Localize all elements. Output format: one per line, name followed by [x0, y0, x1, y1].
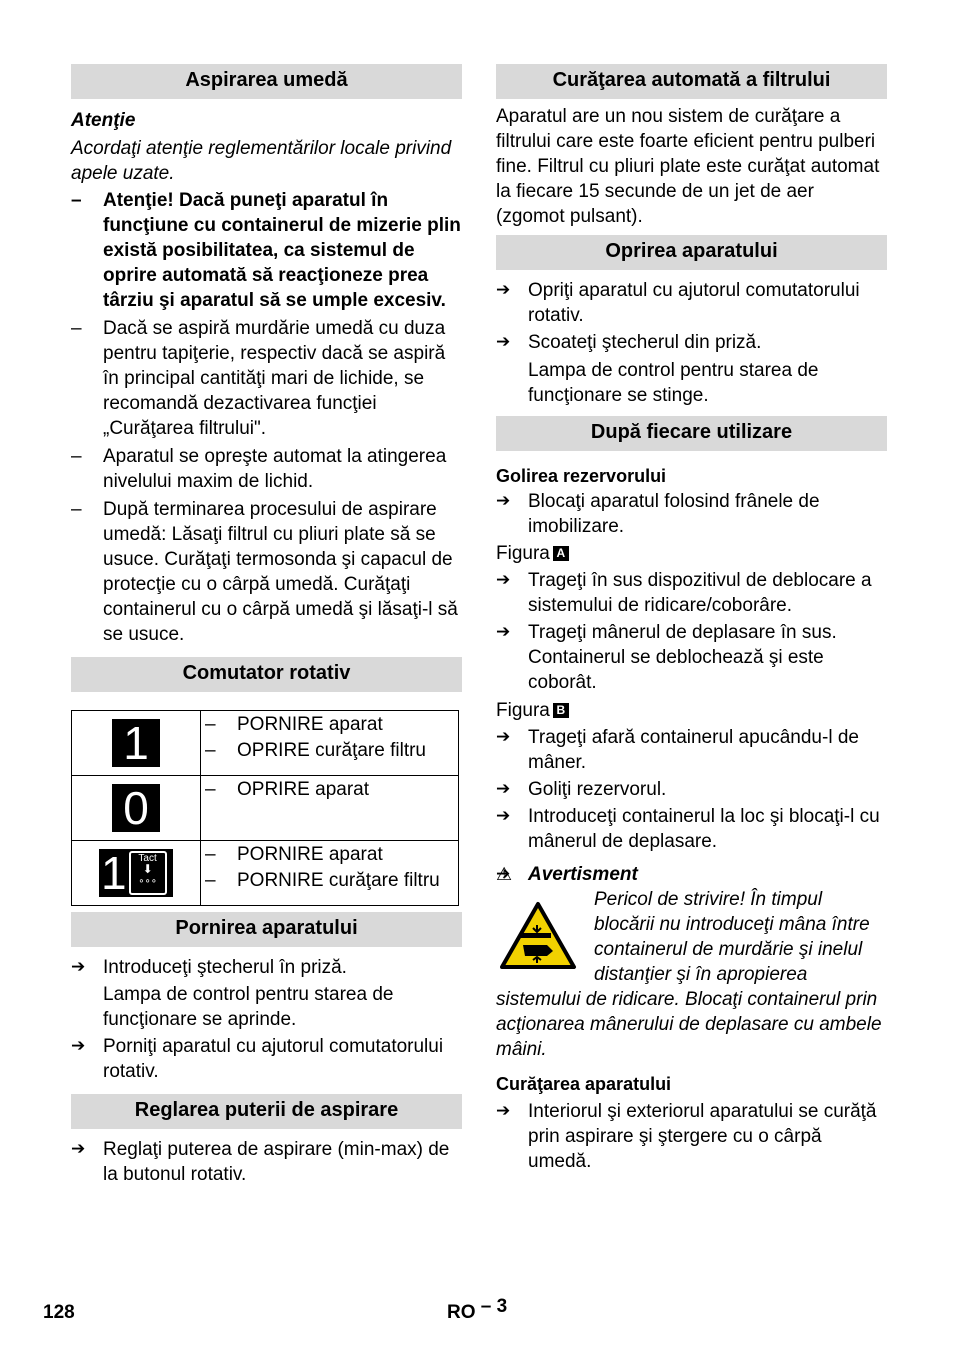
step-item: ➔ Trageţi în sus dispozitivul de deblocare a sistemului de ridicare/coborâre.	[496, 568, 887, 618]
section-heading-after-each-use: După fiecare utilizare	[496, 416, 887, 451]
description-cell	[201, 841, 459, 906]
list-item: – PORNIRE aparat	[205, 712, 458, 738]
tact-label: Tact	[138, 853, 157, 864]
page-number: 128	[43, 1302, 75, 1323]
step-note: Containerul se deblochează şi este coborât.	[528, 647, 824, 693]
switch-off-icon: 0	[112, 784, 160, 832]
switch-tact-number: 1	[101, 847, 127, 899]
list-item: – Atenţie! Dacă puneţi aparatul în funcţiune cu containerul de mizerie plin există posibilitatea, ca sistemul de oprire automată să reacţioneze prea târziu şi aparatul să se umple excesiv.	[71, 188, 462, 313]
warning-label: Avertisment	[528, 864, 638, 885]
switch-on-icon: 1	[112, 719, 160, 767]
warning-text: Pericol de strivire! În timpul blocării nu introduceţi mâna între containerul de murdărie şi inelul distanţier şi în apropierea sistemului de ridicare. Blocaţi containerul prin acţionarea mânerului de deplasare cu ambele mâini.	[496, 889, 882, 1060]
step-item: ➔ Introduceţi ştecherul în priză.	[71, 955, 462, 980]
list-item: – OPRIRE curăţare filtru	[205, 738, 458, 764]
step-item: ➔ Reglaţi puterea de aspirare (min-max) de la butonul rotativ.	[71, 1137, 462, 1187]
table-row	[72, 711, 459, 776]
list-item: – După terminarea procesului de aspirare umedă: Lăsaţi filtrul cu pliuri plate să se usuce. Curăţaţi termosonda şi capacul de protecţie cu o cârpă umedă. Curăţaţi containerul cu o cârpă umedă şi lăsaţi-l să se usuce.	[71, 497, 462, 647]
figure-a-icon: A	[553, 546, 569, 561]
description-cell	[201, 711, 459, 776]
subheading-clean-appliance: Curăţarea aparatului	[496, 1074, 672, 1094]
figure-reference	[496, 698, 887, 723]
figure-label: Figura	[496, 700, 550, 721]
left-column	[71, 64, 462, 1187]
step-item: ➔ Interiorul şi exteriorul aparatului se curăţă prin aspirare şi ştergere cu o cârpă umedă.	[496, 1099, 887, 1174]
right-column	[496, 64, 887, 1174]
step-item: ➔ Opriţi aparatul cu ajutorul comutatorului rotativ.	[496, 278, 887, 328]
step-item: ➔ Goliţi rezervorul.	[496, 777, 887, 802]
figure-b-icon: B	[553, 703, 569, 718]
list-item: – Dacă se aspiră murdărie umedă cu duza pentru tapiţerie, respectiv dacă se aspiră în principal cantităţi mari de lichide, se recomandă dezactivarea funcţiei „Curăţarea filtrului".	[71, 316, 462, 441]
tact-box	[129, 851, 167, 895]
step-item: ➔ Scoateţi ştecherul din priză.	[496, 330, 887, 355]
warning-heading	[496, 862, 887, 887]
figure-reference	[496, 541, 887, 566]
crush-hazard-icon	[499, 901, 577, 971]
warning-triangle-icon: ➔ ⚠	[496, 864, 513, 885]
section-page-number: 3	[496, 1296, 508, 1317]
step-item: ➔ Blocaţi aparatul folosind frânele de imobilizare.	[496, 489, 887, 539]
section-heading-start-appliance: Pornirea aparatului	[71, 912, 462, 947]
symbol-cell	[72, 776, 201, 841]
warning-block	[496, 887, 887, 1062]
step-item: ➔ Trageţi afară containerul apucându-l de mâner.	[496, 725, 887, 775]
section-heading-auto-filter-cleaning: Curăţarea automată a filtrului	[496, 64, 887, 99]
section-heading-suction-power: Reglarea puterii de aspirare	[71, 1094, 462, 1129]
step-note: Lampa de control pentru starea de funcţionare se aprinde.	[103, 984, 394, 1030]
table-row	[72, 776, 459, 841]
step-item: ➔ Porniţi aparatul cu ajutorul comutatorului rotativ.	[71, 1034, 462, 1084]
footer-language	[447, 1296, 508, 1325]
attention-label: Atenţie	[71, 110, 136, 131]
figure-label: Figura	[496, 543, 550, 564]
paragraph: Aparatul are un nou sistem de curăţare a filtrului care este foarte eficient pentru pulberi fine. Filtrul cu pliuri plate este curăţat automat la fiecare 15 secunde de un jet de aer (zgomot pulsant).	[496, 106, 880, 227]
table-row	[72, 841, 459, 906]
language-code: RO	[447, 1302, 476, 1323]
attention-text: Acordaţi atenţie reglementărilor locale privind apele uzate.	[71, 138, 452, 184]
subheading-empty-tank: Golirea rezervorului	[496, 466, 667, 486]
rotary-switch-table	[71, 710, 459, 906]
list-item: – PORNIRE aparat	[205, 842, 458, 868]
symbol-cell	[72, 711, 201, 776]
step-note: Lampa de control pentru starea de funcţionare se stinge.	[528, 360, 819, 406]
step-item: ➔ Trageţi mânerul de deplasare în sus.	[496, 620, 887, 645]
step-item: ➔ Introduceţi containerul la loc şi blocaţi-l cu mânerul de deplasare.	[496, 804, 887, 854]
symbol-cell	[72, 841, 201, 906]
section-heading-rotary-switch: Comutator rotativ	[71, 657, 462, 692]
footer-dash: –	[480, 1296, 492, 1317]
description-cell	[201, 776, 459, 841]
arrow-down-icon: ⬇	[142, 862, 153, 876]
section-heading-stop-appliance: Oprirea aparatului	[496, 235, 887, 270]
list-item: – PORNIRE curăţare filtru	[205, 868, 458, 894]
dots-icon: ∘∘∘	[138, 876, 157, 887]
switch-tact-icon	[99, 849, 173, 897]
list-item: – Aparatul se opreşte automat la atingerea nivelului maxim de lichid.	[71, 444, 462, 494]
section-heading-wet-vacuuming: Aspirarea umedă	[71, 64, 462, 99]
list-item: – OPRIRE aparat	[205, 777, 458, 803]
